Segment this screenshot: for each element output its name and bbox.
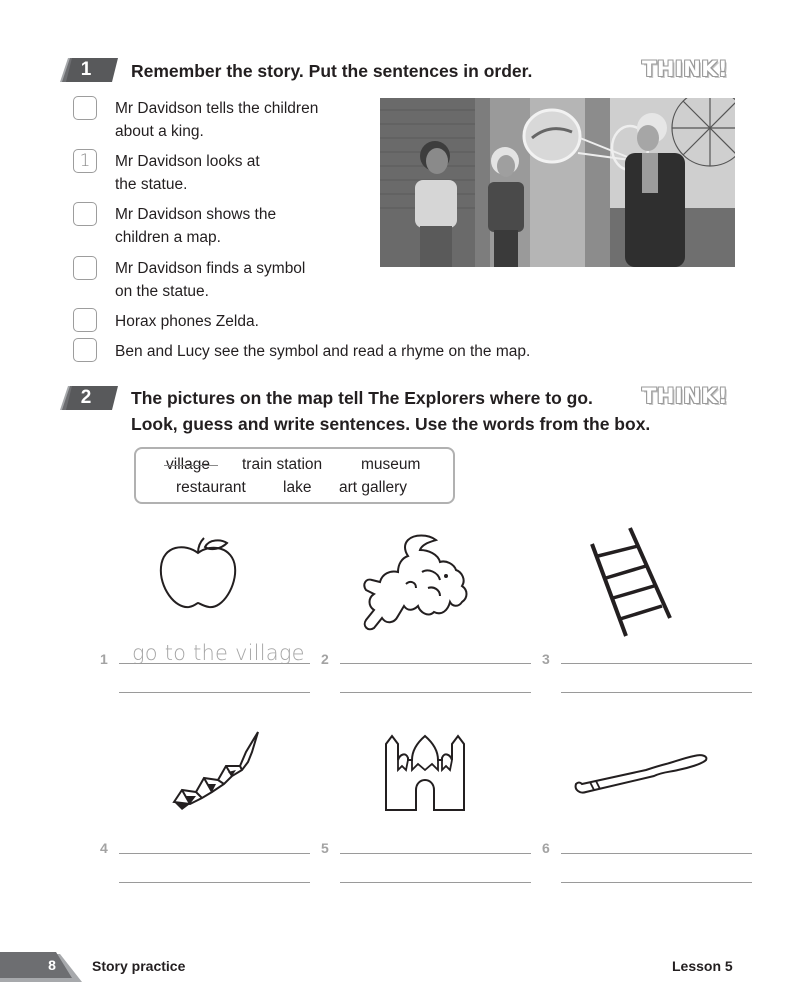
- sentence-1-line-1: Mr Davidson tells the children: [115, 100, 319, 117]
- order-box-1[interactable]: [73, 96, 97, 120]
- answer-1-text: go to the village: [132, 641, 305, 665]
- sentence-2-line-1: Mr Davidson looks at: [115, 153, 260, 170]
- answer-line-2b[interactable]: [340, 692, 531, 693]
- word-museum: museum: [361, 456, 421, 473]
- order-box-3[interactable]: [73, 202, 97, 226]
- sentence-5: Horax phones Zelda.: [115, 313, 259, 330]
- think-label-2: THINK!: [642, 384, 729, 408]
- sentence-4: [115, 257, 305, 303]
- word-restaurant: restaurant: [176, 479, 246, 496]
- oar-icon: [570, 754, 710, 796]
- order-box-5[interactable]: [73, 308, 97, 332]
- answer-number-1: 1: [100, 651, 108, 667]
- think-label-1: THINK!: [642, 57, 729, 81]
- order-answer-2: 1: [79, 151, 91, 171]
- sentence-3-line-1: Mr Davidson shows the: [115, 206, 277, 223]
- ladder-icon: [586, 526, 676, 638]
- sentence-4-line-1: Mr Davidson finds a symbol: [115, 260, 306, 277]
- answer-number-4: 4: [100, 840, 108, 856]
- exercise-1-instruction: Remember the story. Put the sentences in order.: [131, 61, 533, 81]
- sentence-2: [115, 150, 260, 196]
- word-village: village: [166, 456, 210, 473]
- sentence-3-line-2: children a map.: [115, 229, 221, 246]
- answer-number-2: 2: [321, 651, 329, 667]
- answer-line-4a[interactable]: [119, 853, 310, 854]
- answer-number-3: 3: [542, 651, 550, 667]
- story-photo: [380, 98, 735, 267]
- answer-line-6a[interactable]: [561, 853, 752, 854]
- sentence-6: Ben and Lucy see the symbol and read a rhyme on the map.: [115, 343, 531, 360]
- exercise-2-tab: [60, 386, 122, 410]
- answer-line-6b[interactable]: [561, 882, 752, 883]
- palace-icon: [382, 730, 468, 812]
- unicorn-horn-icon: [168, 726, 264, 814]
- page-number: 8: [48, 957, 56, 973]
- answer-line-3b[interactable]: [561, 692, 752, 693]
- word-train-station: train station: [242, 456, 323, 473]
- word-art-gallery: art gallery: [339, 479, 408, 496]
- sentence-2-line-2: the statue.: [115, 176, 188, 193]
- answer-line-2a[interactable]: [340, 663, 531, 664]
- apple-icon: [155, 535, 241, 613]
- footer-lesson: Lesson 5: [672, 958, 733, 974]
- exercise-1-tab: [60, 58, 122, 82]
- answer-number-5: 5: [321, 840, 329, 856]
- answer-number-6: 6: [542, 840, 550, 856]
- answer-line-3a[interactable]: [561, 663, 752, 664]
- answer-line-1a[interactable]: [119, 663, 310, 664]
- answer-line-5b[interactable]: [340, 882, 531, 883]
- order-box-2[interactable]: [73, 149, 97, 173]
- exercise-2-instruction-line-1: The pictures on the map tell The Explorers where to go.: [131, 388, 593, 408]
- lion-icon: [358, 532, 480, 636]
- order-box-6[interactable]: [73, 338, 97, 362]
- answer-line-4b[interactable]: [119, 882, 310, 883]
- answer-line-1b[interactable]: [119, 692, 310, 693]
- sentence-1-line-2: about a king.: [115, 123, 204, 140]
- footer-section: Story practice: [92, 958, 186, 974]
- answer-line-5a[interactable]: [340, 853, 531, 854]
- order-box-4[interactable]: [73, 256, 97, 280]
- exercise-2-instruction-line-2: Look, guess and write sentences. Use the words from the box.: [131, 414, 651, 434]
- word-village-strikethrough: [164, 465, 218, 466]
- word-lake: lake: [283, 479, 312, 496]
- sentence-1: [115, 97, 318, 143]
- sentence-4-line-2: on the statue.: [115, 283, 209, 300]
- exercise-1-number: 1: [80, 59, 92, 80]
- exercise-2-number: 2: [80, 387, 92, 408]
- sentence-3: [115, 203, 276, 249]
